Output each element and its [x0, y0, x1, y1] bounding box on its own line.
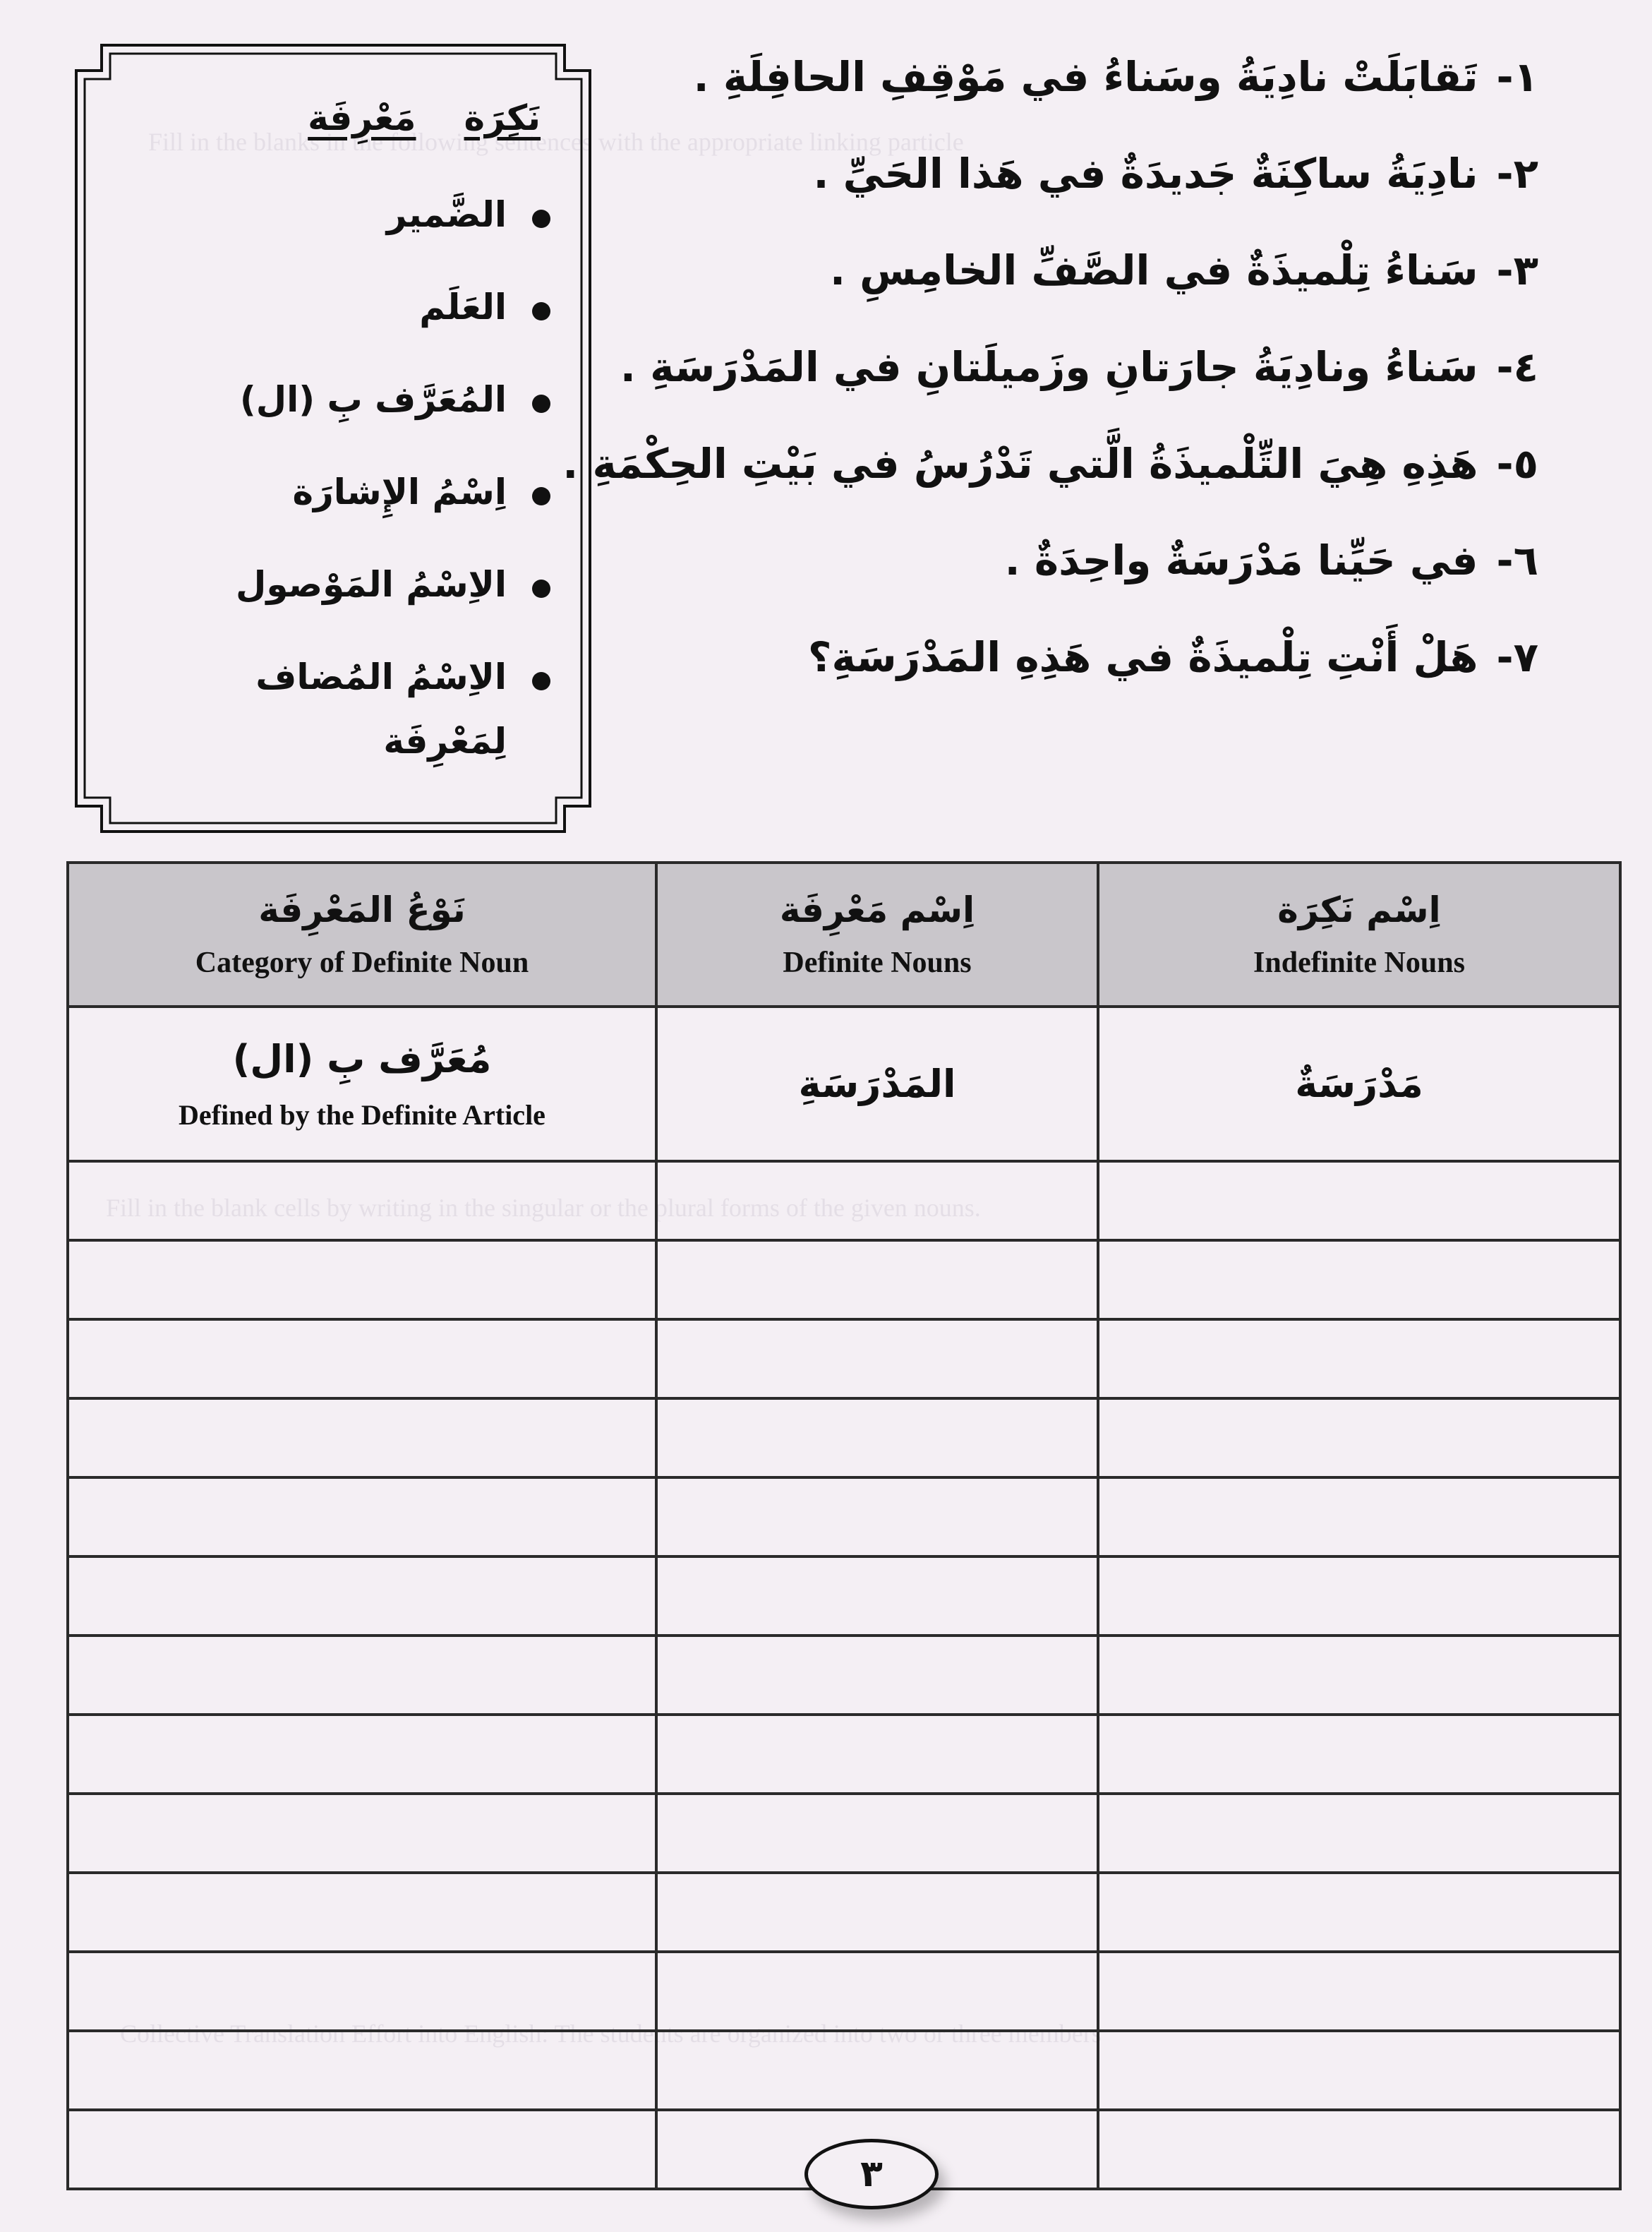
blank-cell[interactable] [1098, 1477, 1620, 1556]
table-row [68, 1556, 1620, 1636]
box-headers [308, 97, 541, 138]
blank-cell[interactable] [68, 2031, 656, 2110]
blank-cell[interactable] [656, 1556, 1098, 1636]
noun-types-box [73, 42, 593, 834]
blank-cell[interactable] [68, 1873, 656, 1952]
bullet-icon [532, 302, 550, 320]
definite-categories-list [236, 194, 550, 841]
blank-cell[interactable] [1098, 1161, 1620, 1240]
list-item-continuation: لِمَعْرِفَة [383, 721, 507, 762]
blank-cell[interactable] [656, 1319, 1098, 1398]
blank-cell[interactable] [68, 1477, 656, 1556]
bullet-icon [532, 580, 550, 598]
column-header-category: نَوْعُ المَعْرِفَة Category of Definite Noun [68, 863, 656, 1007]
table-row [68, 1636, 1620, 1715]
list-item: الاِسْمُ المُضاف [236, 656, 550, 749]
bleed-through: Fill in the blanks in the following sentences with the appropriate linking particle [148, 128, 964, 156]
blank-cell[interactable] [68, 1794, 656, 1873]
blank-cell[interactable] [1098, 1556, 1620, 1636]
table-row [68, 1873, 1620, 1952]
table-row [68, 1398, 1620, 1477]
blank-cell[interactable] [68, 1556, 656, 1636]
bullet-icon [532, 395, 550, 413]
example-definite-cell: المَدْرَسَةِ [656, 1007, 1098, 1161]
blank-cell[interactable] [656, 1952, 1098, 2031]
blank-cell[interactable] [1098, 1240, 1620, 1319]
blank-cell[interactable] [68, 1952, 656, 2031]
table-row [68, 1715, 1620, 1794]
bullet-icon [532, 487, 550, 505]
blank-cell[interactable] [1098, 1636, 1620, 1715]
blank-cell[interactable] [68, 2110, 656, 2189]
blank-cell[interactable] [656, 1161, 1098, 1240]
blank-cell[interactable] [1098, 2031, 1620, 2110]
blank-cell[interactable] [656, 1636, 1098, 1715]
bullet-icon [532, 210, 550, 228]
blank-cell[interactable] [1098, 1715, 1620, 1794]
blank-cell[interactable] [1098, 1398, 1620, 1477]
column-header-indefinite: اِسْم نَكِرَة Indefinite Nouns [1098, 863, 1620, 1007]
table-row [68, 1794, 1620, 1873]
sentence-3: ٣- سَناءُ تِلْميذَةٌ في الصَّفِّ الخامِسِ . [829, 246, 1538, 294]
blank-cell[interactable] [656, 1240, 1098, 1319]
list-item: العَلَم [236, 287, 550, 379]
page-number [804, 2139, 939, 2209]
blank-cell[interactable] [68, 1161, 656, 1240]
sentence-1: ١- تَقابَلَتْ نادِيَةُ وسَناءُ في مَوْقِفِ الحافِلَةِ . [693, 52, 1538, 101]
blank-cell[interactable] [656, 1398, 1098, 1477]
list-item: اِسْمُ الإِشارَة [236, 472, 550, 564]
sentence-6: ٦- في حَيِّنا مَدْرَسَةٌ واحِدَةٌ . [1004, 536, 1538, 584]
bullet-icon [532, 672, 550, 690]
bleed-through: Collective Translation Effort into English: The students are organized into two or three members [120, 2020, 1102, 2048]
blank-cell[interactable] [656, 1477, 1098, 1556]
blank-cell[interactable] [656, 1794, 1098, 1873]
table-row [68, 1240, 1620, 1319]
blank-cell[interactable] [656, 1715, 1098, 1794]
example-row [68, 1007, 1620, 1161]
blank-cell[interactable] [656, 1873, 1098, 1952]
list-item: الاِسْمُ المَوْصول [236, 564, 550, 656]
list-item: المُعَرَّف بِ (ال) [236, 379, 550, 472]
blank-cell[interactable] [68, 1715, 656, 1794]
bleed-through: Fill in the blank cells by writing in the singular or the plural forms of the given nouns. [106, 1194, 981, 1222]
blank-cell[interactable] [656, 2031, 1098, 2110]
example-category-cell: مُعَرَّف بِ (ال) Defined by the Definite Article [68, 1007, 656, 1161]
header-definite: مَعْرِفَة [308, 97, 416, 138]
header-indefinite: نَكِرَة [464, 97, 541, 138]
exercise-sentences [562, 28, 1538, 705]
sentence-4: ٤- سَناءُ ونادِيَةُ جارَتانِ وزَميلَتانِ في المَدْرَسَةِ . [620, 342, 1538, 391]
blank-cell[interactable] [1098, 1952, 1620, 2031]
table-row [68, 1319, 1620, 1398]
example-indefinite-cell: مَدْرَسَةٌ [1098, 1007, 1620, 1161]
blank-cell[interactable] [1098, 2110, 1620, 2189]
noun-classification-table [66, 861, 1622, 2190]
blank-cell[interactable] [68, 1319, 656, 1398]
sentence-5: ٥- هَذِهِ هِيَ التِّلْميذَةُ الَّتي تَدْرُسُ في بَيْتِ الحِكْمَةِ . [562, 439, 1538, 488]
list-item: الضَّمير [236, 194, 550, 287]
blank-cell[interactable] [1098, 1873, 1620, 1952]
blank-cell[interactable] [1098, 1794, 1620, 1873]
table-header-row [68, 863, 1620, 1007]
table-row [68, 1161, 1620, 1240]
column-header-definite: اِسْم مَعْرِفَة Definite Nouns [656, 863, 1098, 1007]
blank-cell[interactable] [68, 1240, 656, 1319]
page-number-label: ٣ [860, 2153, 883, 2195]
sentence-7: ٧- هَلْ أَنْتِ تِلْميذَةٌ في هَذِهِ المَدْرَسَةِ؟ [807, 632, 1538, 681]
blank-cell[interactable] [68, 1636, 656, 1715]
table-row [68, 1952, 1620, 2031]
blank-cell[interactable] [68, 1398, 656, 1477]
sentence-2: ٢- نادِيَةُ ساكِنَةٌ جَديدَةٌ في هَذا الحَيِّ . [813, 149, 1538, 198]
blank-cell[interactable] [1098, 1319, 1620, 1398]
table-row [68, 2031, 1620, 2110]
table-row [68, 1477, 1620, 1556]
